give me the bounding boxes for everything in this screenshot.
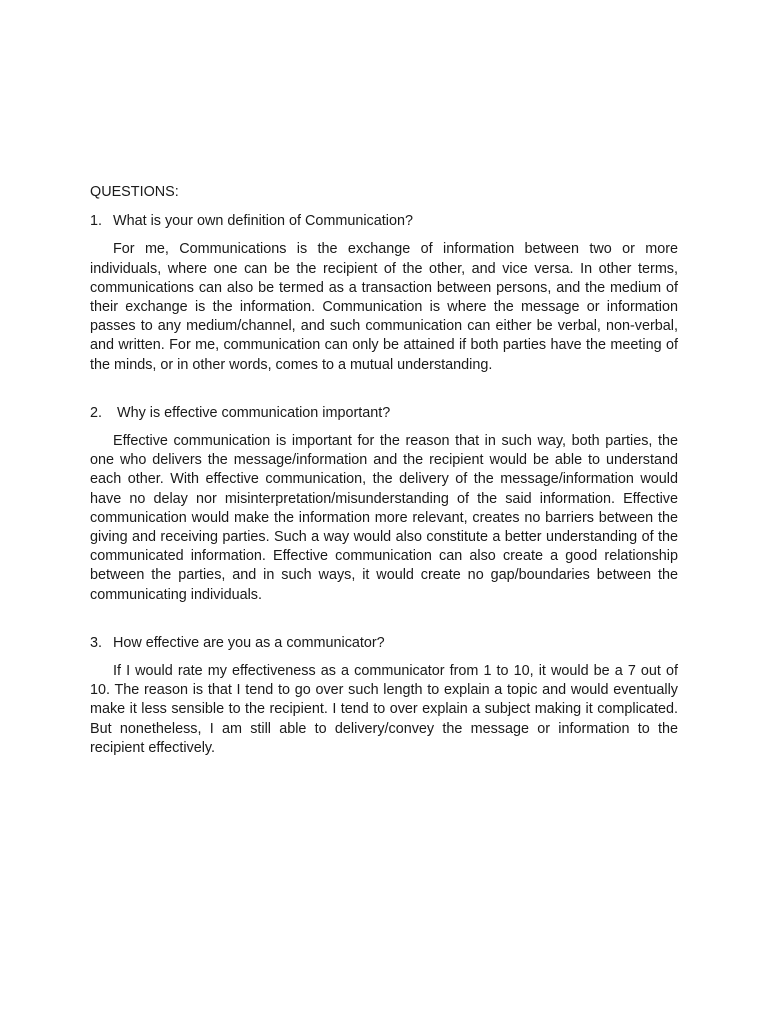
- question-2: [90, 404, 678, 423]
- question-3: [90, 634, 678, 653]
- question-3-text: How effective are you as a communicator?: [113, 634, 385, 651]
- document-page: [90, 183, 678, 758]
- question-1-number: 1.: [90, 213, 103, 230]
- questions-heading: QUESTIONS:: [90, 184, 179, 200]
- answer-3: If I would rate my effectiveness as a communicator from 1 to 10, it would be a 7 out of 10. The reason is that I tend to go over such length to explain a topic and would eventually make it less sensible to the recipient. I tend to over explain a subject making it complicated. But nonetheless, I am still able to delivery/convey the message or information to the recipient effectively.: [90, 663, 678, 756]
- question-3-number: 3.: [90, 634, 103, 651]
- answer-2: Effective communication is important for the reason that in such way, both parties, the one who delivers the message/information and the recipient would be able to understand each other. With effective communication, the delivery of the message/information would have no delay nor misinterpretation/misunderstanding of the said information. Effective communication would make the information more relevant, creates no barriers between the giving and receiving parties. Such a way would also constitute a better understanding of the communicated information. Effective communication can also create a good relationship between the parties, and in such ways, it would create no gap/boundaries between the communicating individuals.: [90, 433, 678, 603]
- question-2-text: Why is effective communication important?: [117, 404, 391, 421]
- question-2-number: 2.: [90, 404, 103, 421]
- answer-1: For me, Communications is the exchange of information between two or more individuals, where one can be the recipient of the other, and vice versa. In other terms, communications can also be termed as a transaction between persons, and the medium of their exchange is the information. Communication is where the message or information passes to any medium/channel, and such communication can either be verbal, non-verbal, and written. For me, communication can only be attained if both parties have the meeting of the minds, or in other words, comes to a mutual understanding.: [90, 241, 678, 373]
- question-1: [90, 212, 678, 231]
- question-1-text: What is your own definition of Communication?: [113, 213, 413, 230]
